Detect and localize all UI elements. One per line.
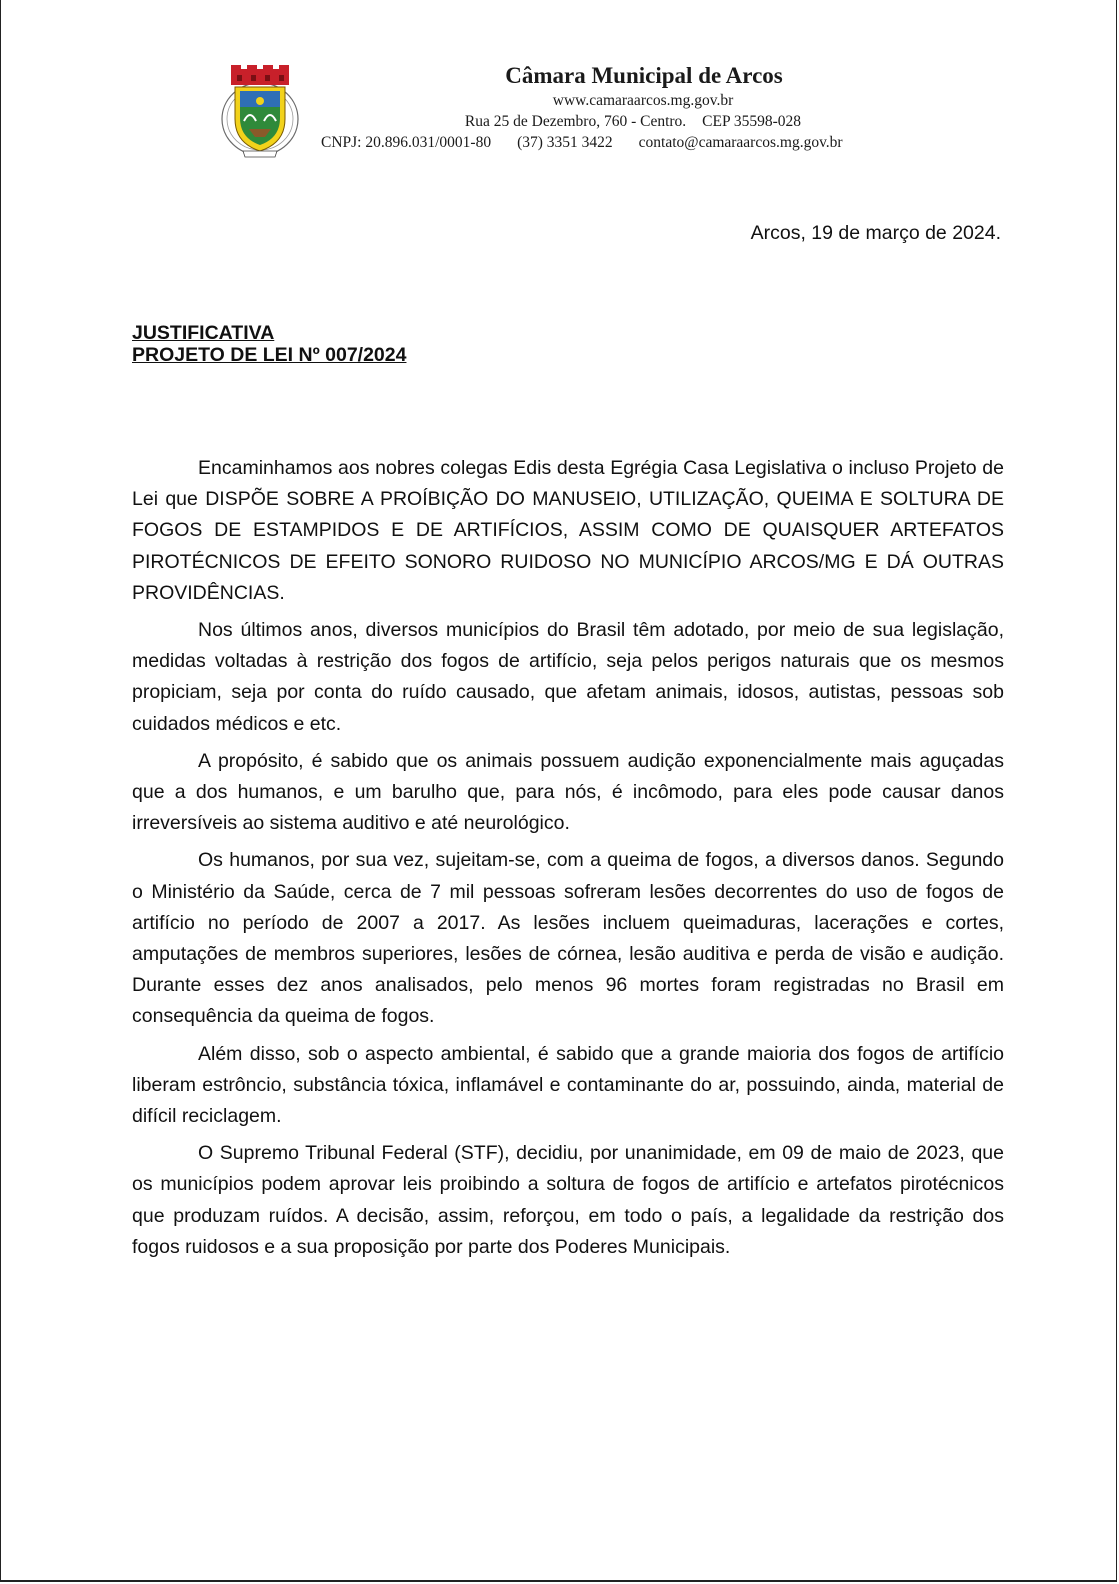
email-link[interactable]: contato@camaraarcos.mg.gov.br <box>638 134 843 151</box>
heading-bill-number: PROJETO DE LEI Nº 007/2024 <box>132 344 407 366</box>
paragraph: O Supremo Tribunal Federal (STF), decidiu, por unanimidade, em 09 de maio de 2023, que os municípios podem aprovar leis proibindo a soltura de fogos de artifício e artefatos pirotécnicos que produzam ruídos. A decisão, assim, reforçou, em todo o país, a legalidade da restrição dos fogos ruidosos e a sua proposição por parte dos Poderes Municipais. <box>132 1142 1004 1258</box>
contact-line <box>313 132 953 153</box>
heading-justificativa: JUSTIFICATIVA <box>132 322 275 344</box>
address-line <box>313 111 953 132</box>
document-heading <box>132 322 406 366</box>
cnpj: CNPJ: 20.896.031/0001-80 <box>321 134 492 151</box>
institution-name: Câmara Municipal de Arcos <box>505 63 783 88</box>
paragraph: Os humanos, por sua vez, sujeitam-se, com a queima de fogos, a diversos danos. Segundo o Ministério da Saúde, cerca de 7 mil pessoas sofreram lesões decorrentes do uso de fogos de artifício no período de 2007 a 2017. As lesões incluem queimaduras, lacerações e cortes, amputações de membros superiores, lesões de córnea, lesão auditiva e perda de visão e audição. Durante esses dez anos analisados, pelo menos 96 mortes foram registradas no Brasil em consequência da queima de fogos. <box>132 849 1004 1028</box>
paragraph: Nos últimos anos, diversos municípios do Brasil têm adotado, por meio de sua legislação, medidas voltadas à restrição dos fogos de artifício, seja pelos perigos naturais que os mesmos propiciam, seja por conta do ruído causado, que afetam animais, idosos, autistas, pessoas sob cuidados médicos e etc. <box>132 619 1004 735</box>
paragraph: Encaminhamos aos nobres colegas Edis desta Egrégia Casa Legislativa o incluso Projeto de Lei que DISPÕE SOBRE A PROÍBIÇÃO DO MANUSEIO, UTILIZAÇÃO, QUEIMA E SOLTURA DE FOGOS DE ESTAMPIDOS E DE ARTIFÍCIOS, ASSIM COMO DE QUAISQUER ARTEFATOS PIROTÉCNICOS DE EFEITO SONORO RUIDOSO NO MUNICÍPIO ARCOS/MG E DÁ OUTRAS PROVIDÊNCIAS. <box>132 457 1004 604</box>
document-date: Arcos, 19 de março de 2024. <box>750 222 1001 244</box>
website-link[interactable]: www.camaraarcos.mg.gov.br <box>552 92 734 109</box>
postal-code: CEP 35598-028 <box>702 113 802 130</box>
paragraph: A propósito, é sabido que os animais possuem audição exponencialmente mais aguçadas que a dos humanos, e um barulho que, para nós, é incômodo, para eles pode causar danos irreversíveis ao sistema auditivo e até neurológico. <box>132 749 1004 835</box>
document-body <box>132 453 1004 1269</box>
phone-number: (37) 3351 3422 <box>517 134 613 151</box>
letterhead <box>313 62 953 153</box>
paragraph: Além disso, sob o aspecto ambiental, é sabido que a grande maioria dos fogos de artifício liberam estrôncio, substância tóxica, inflamável e contaminante do ar, possuindo, ainda, material de difícil reciclagem. <box>132 1042 1004 1128</box>
municipal-coat-of-arms-icon <box>219 63 301 159</box>
street-address: Rua 25 de Dezembro, 760 - Centro. <box>464 113 687 130</box>
